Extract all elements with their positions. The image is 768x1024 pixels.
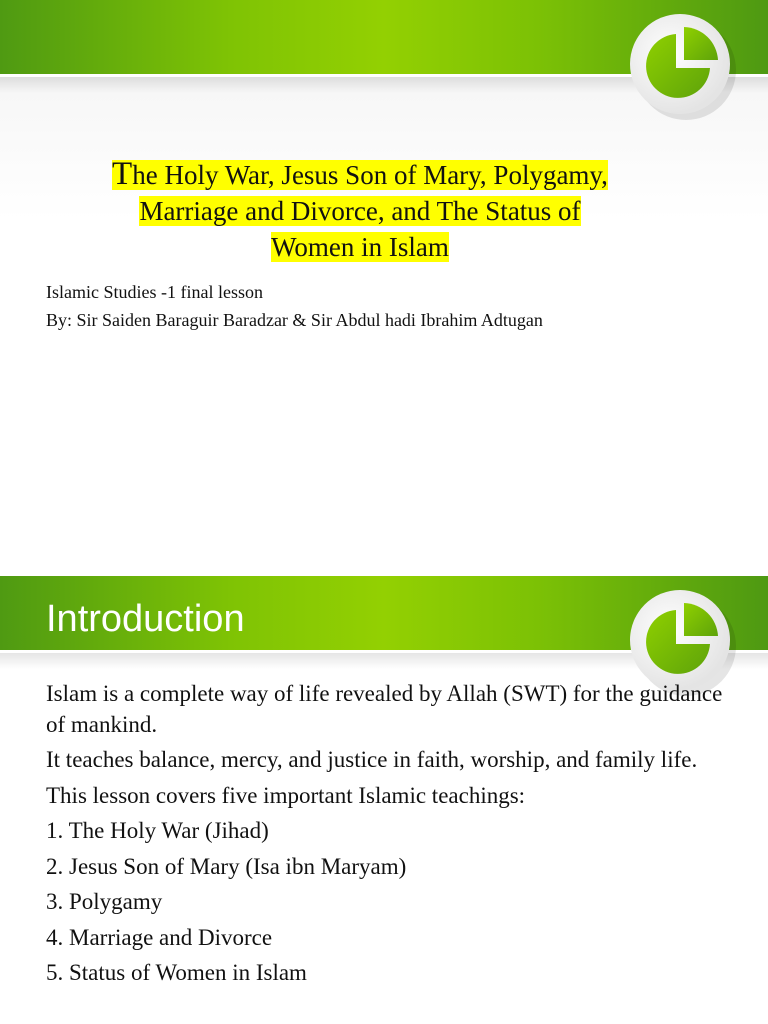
list-item: 2. Jesus Son of Mary (Isa ibn Maryam): [46, 853, 407, 879]
introduction-slide: [0, 576, 768, 1024]
slide-heading: Introduction: [46, 598, 245, 640]
subtitle-course: Islamic Studies -1 final lesson: [46, 282, 263, 302]
title-line-3: Women in Islam: [271, 232, 449, 262]
list-item: 1. The Holy War (Jihad): [46, 818, 269, 843]
body-paragraph: This lesson covers five important Islamic teachings:: [46, 782, 526, 808]
list-item: 3. Polygamy: [46, 889, 163, 914]
page-title: [40, 156, 680, 265]
slide-body: [46, 679, 726, 994]
subtitle-authors: By: Sir Saiden Baraguir Baradzar & Sir Abdul hadi Ibrahim Adtugan: [46, 310, 543, 330]
body-paragraph: Islam is a complete way of life revealed by Allah (SWT) for the guidance of mankind.: [46, 681, 723, 737]
title-line-1-text: he Holy War, Jesus Son of Mary, Polygamy,: [132, 160, 608, 190]
body-paragraph: It teaches balance, mercy, and justice in faith, worship, and family life.: [46, 747, 698, 772]
title-line-1: [112, 156, 608, 192]
title-line-2: Marriage and Divorce, and The Status of: [139, 196, 581, 226]
list-item: 5. Status of Women in Islam: [46, 960, 307, 985]
pie-chart-icon: [626, 10, 738, 122]
title-initial: T: [112, 156, 133, 192]
list-item: 4. Marriage and Divorce: [46, 924, 273, 950]
